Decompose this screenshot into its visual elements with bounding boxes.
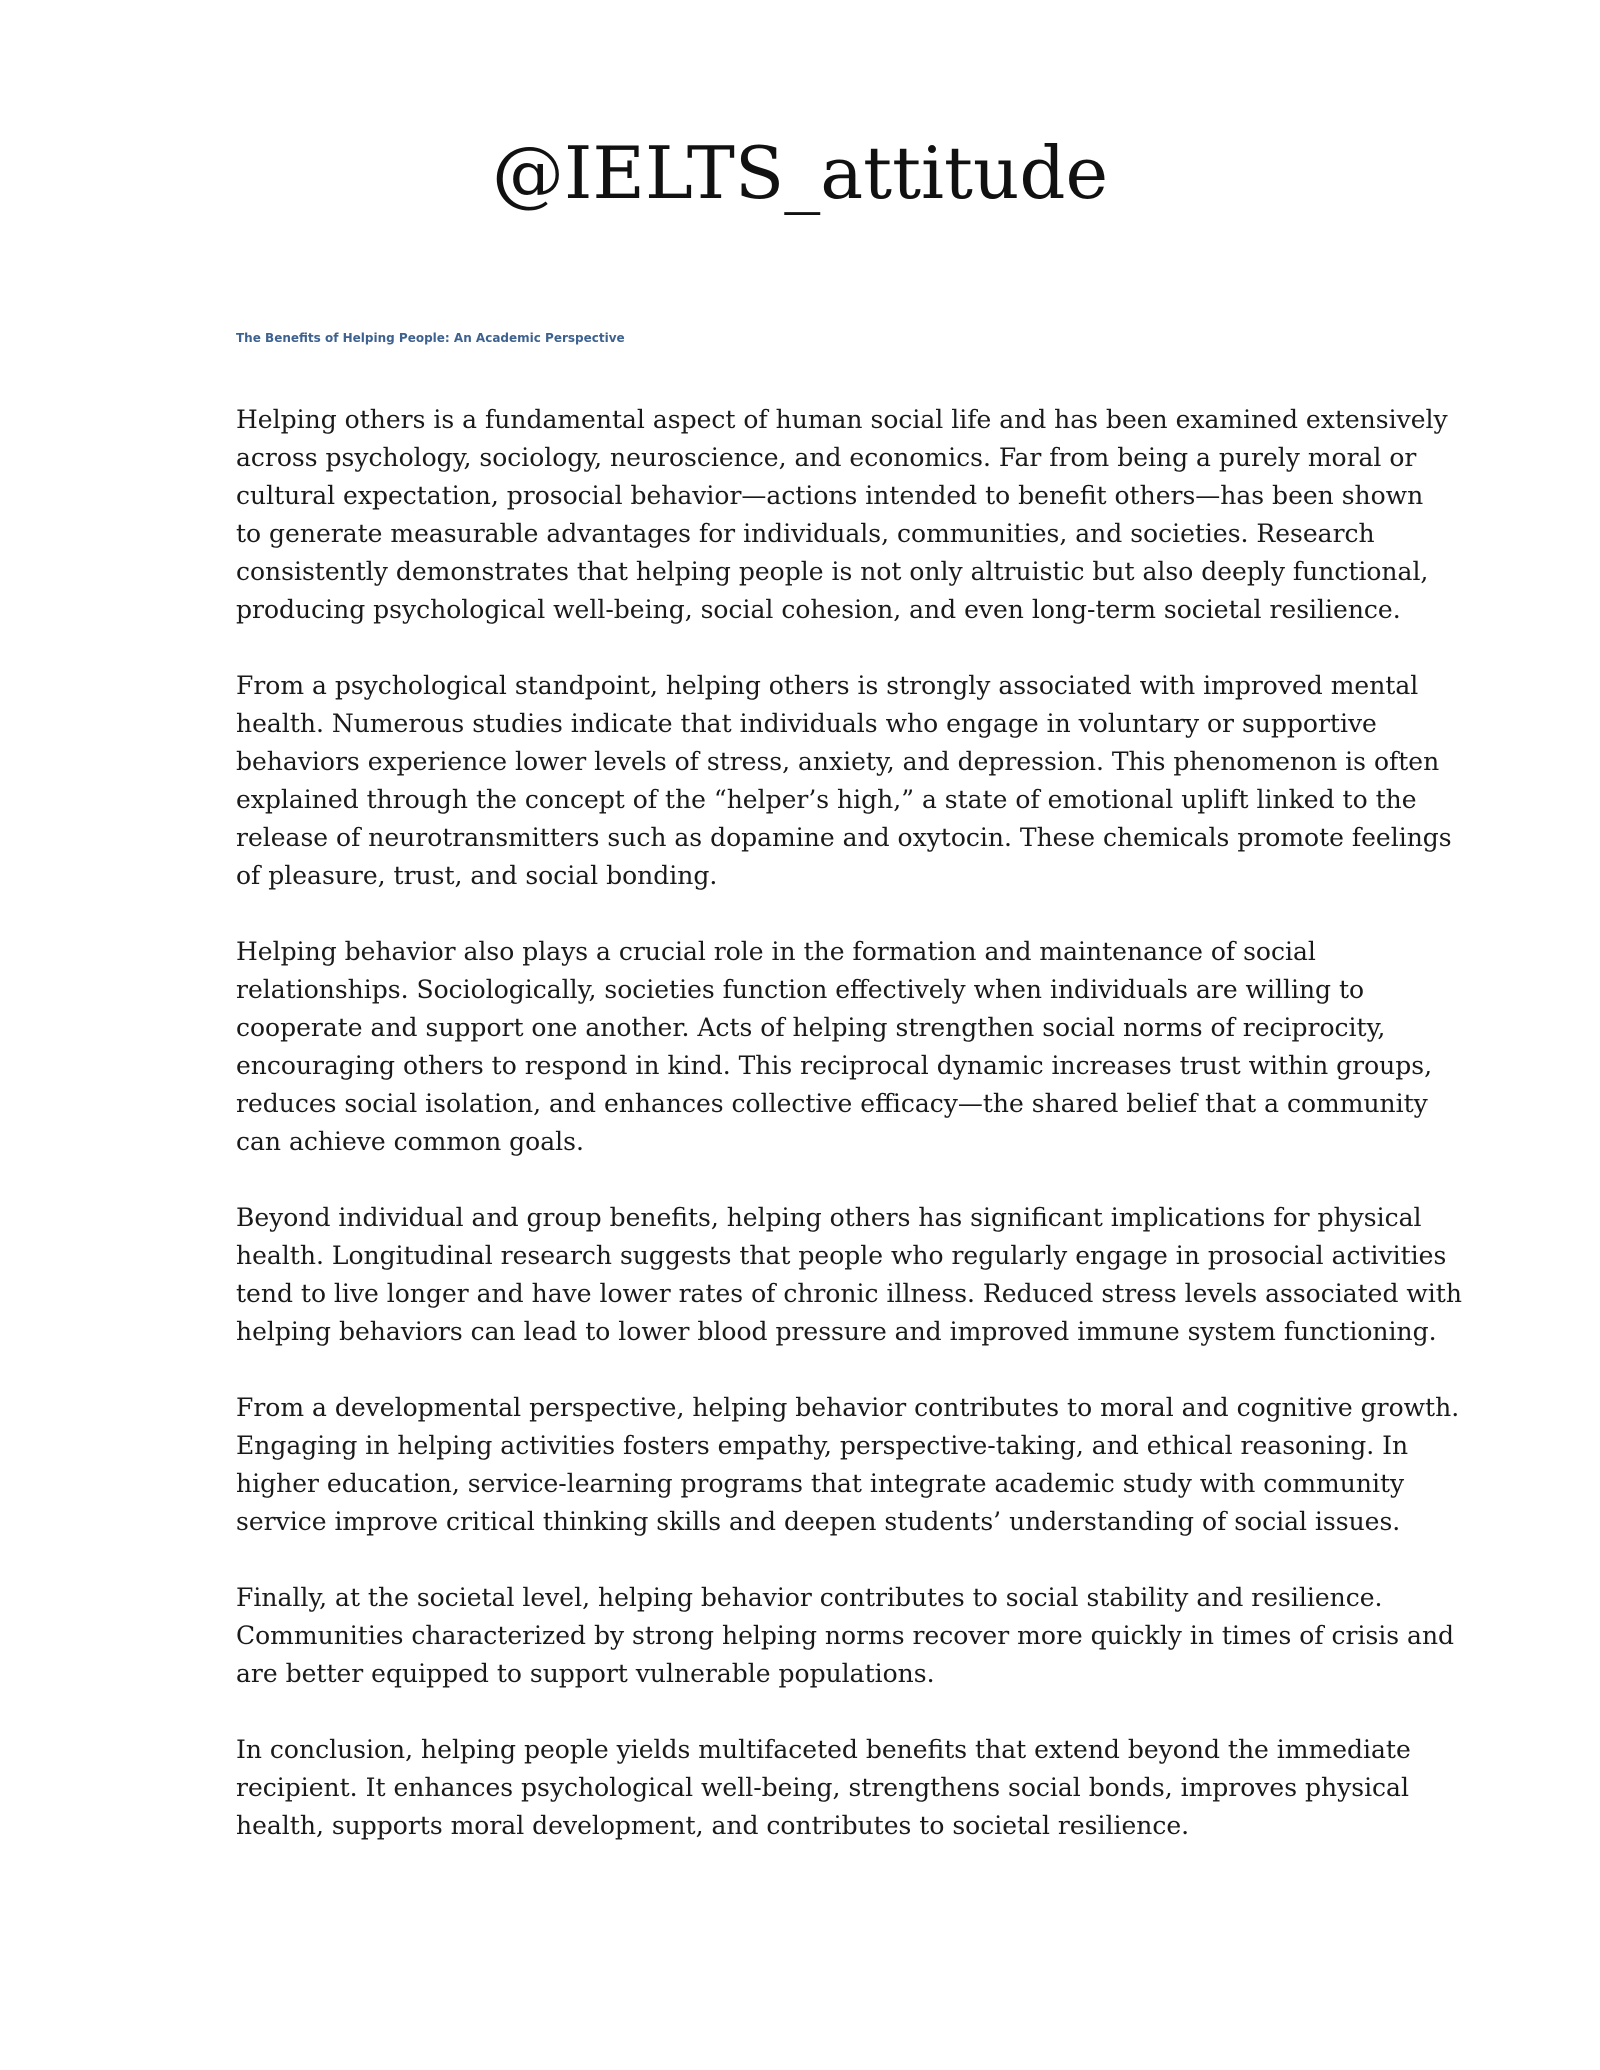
paragraph xyxy=(236,1199,1462,1351)
paragraph-line: recipient. It enhances psychological well-being, strengthens social bonds, improves physical xyxy=(236,1773,1409,1802)
paragraph-line: producing psychological well-being, social cohesion, and even long-term societal resilience. xyxy=(236,595,1401,624)
paragraph xyxy=(236,1389,1460,1541)
paragraph-line: Beyond individual and group benefits, helping others has significant implications for physical xyxy=(236,1203,1422,1232)
paragraph-line: higher education, service-learning programs that integrate academic study with community xyxy=(236,1469,1405,1498)
paragraph-line: release of neurotransmitters such as dopamine and oxytocin. These chemicals promote feelings xyxy=(236,823,1452,852)
paragraph-line: cultural expectation, prosocial behavior—actions intended to benefit others—has been shown xyxy=(236,481,1424,510)
paragraph-line: helping behaviors can lead to lower blood pressure and improved immune system functioning. xyxy=(236,1317,1437,1346)
paragraph-line: cooperate and support one another. Acts of helping strengthen social norms of reciprocity, xyxy=(236,1013,1386,1042)
paragraph-line: of pleasure, trust, and social bonding. xyxy=(236,861,718,890)
paragraph-line: reduces social isolation, and enhances collective efficacy—the shared belief that a community xyxy=(236,1089,1428,1118)
paragraph-line: explained through the concept of the “helper’s high,” a state of emotional uplift linked to the xyxy=(236,785,1417,814)
paragraph-line: consistently demonstrates that helping people is not only altruistic but also deeply functional, xyxy=(236,557,1429,586)
paragraph-line: From a psychological standpoint, helping others is strongly associated with improved mental xyxy=(236,671,1419,700)
paragraph-line: Finally, at the societal level, helping behavior contributes to social stability and resilience. xyxy=(236,1583,1383,1612)
paragraph-line: relationships. Sociologically, societies function effectively when individuals are willing to xyxy=(236,975,1365,1004)
paragraph xyxy=(236,1731,1411,1845)
paragraph-line: health, supports moral development, and contributes to societal resilience. xyxy=(236,1811,1190,1840)
paragraph-line: to generate measurable advantages for individuals, communities, and societies. Research xyxy=(236,519,1375,548)
paragraph xyxy=(236,1579,1455,1693)
paragraph-line: across psychology, sociology, neuroscience, and economics. Far from being a purely moral or xyxy=(236,443,1417,472)
paragraph-line: Helping others is a fundamental aspect of human social life and has been examined extensively xyxy=(236,405,1448,434)
document-body xyxy=(236,401,1462,1883)
paragraph-line: health. Numerous studies indicate that individuals who engage in voluntary or supportive xyxy=(236,709,1377,738)
paragraph-line: encouraging others to respond in kind. This reciprocal dynamic increases trust within groups, xyxy=(236,1051,1433,1080)
paragraph-line: behaviors experience lower levels of stress, anxiety, and depression. This phenomenon is often xyxy=(236,747,1440,776)
paragraph-line: tend to live longer and have lower rates of chronic illness. Reduced stress levels associated with xyxy=(236,1279,1462,1308)
paragraph-line: In conclusion, helping people yields multifaceted benefits that extend beyond the immediate xyxy=(236,1735,1411,1764)
paragraph xyxy=(236,933,1433,1161)
paragraph xyxy=(236,401,1448,629)
paragraph-line: are better equipped to support vulnerable populations. xyxy=(236,1659,935,1688)
paragraph-line: From a developmental perspective, helping behavior contributes to moral and cognitive growth. xyxy=(236,1393,1460,1422)
page-handle: @IELTS_attitude xyxy=(491,131,1109,215)
document-title: The Benefits of Helping People: An Academic Perspective xyxy=(236,331,625,345)
paragraph-line: can achieve common goals. xyxy=(236,1127,584,1156)
paragraph-line: health. Longitudinal research suggests that people who regularly engage in prosocial activities xyxy=(236,1241,1447,1270)
paragraph-line: Engaging in helping activities fosters empathy, perspective-taking, and ethical reasoning. In xyxy=(236,1431,1409,1460)
paragraph-line: Helping behavior also plays a crucial role in the formation and maintenance of social xyxy=(236,937,1316,966)
paragraph-line: Communities characterized by strong helping norms recover more quickly in times of crisis and xyxy=(236,1621,1455,1650)
paragraph-line: service improve critical thinking skills and deepen students’ understanding of social issues. xyxy=(236,1507,1401,1536)
paragraph xyxy=(236,667,1452,895)
